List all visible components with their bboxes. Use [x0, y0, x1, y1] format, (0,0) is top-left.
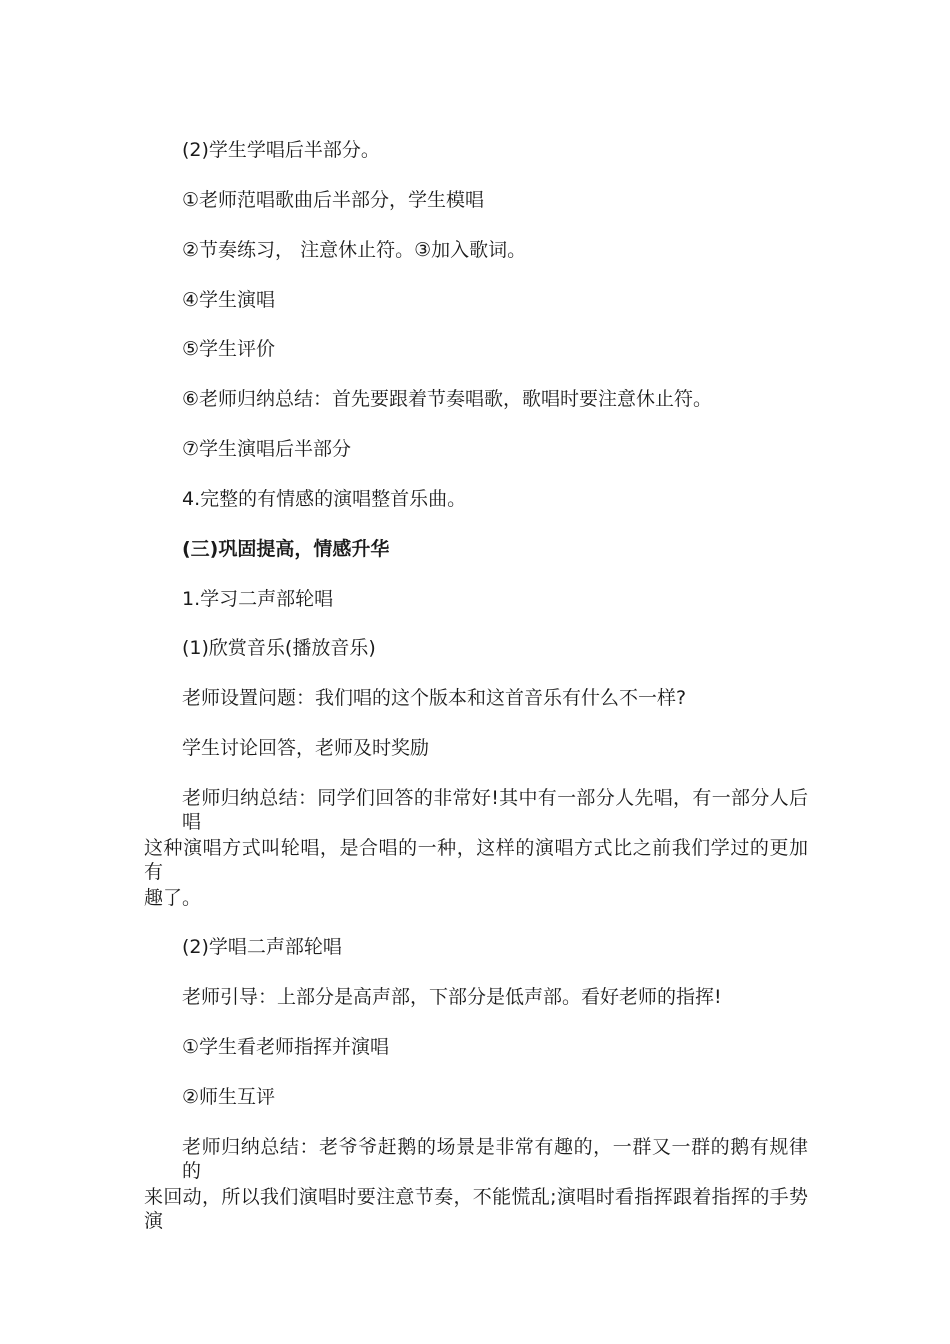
text-line-8: [0, 487, 950, 511]
text-line-3: [0, 238, 950, 262]
text-line-19-content: ①学生看老师指挥并演唱: [182, 1036, 390, 1058]
text-line-4-content: ④学生演唱: [182, 289, 276, 311]
text-line-2-content: ①老师范唱歌曲后半部分，学生模唱: [182, 189, 485, 211]
text-line-10: [0, 587, 950, 611]
text-line-12: [0, 686, 950, 710]
text-line-14-content: 老师归纳总结：同学们回答的非常好!其中有一部分人先唱，有一部分人后唱: [182, 787, 808, 833]
text-line-12-content: 老师设置问题：我们唱的这个版本和这首音乐有什么不一样?: [182, 687, 687, 709]
text-line-14: [0, 786, 950, 834]
text-line-6-content: ⑥老师归纳总结：首先要跟着节奏唱歌，歌唱时要注意休止符。: [182, 388, 713, 410]
text-line-7-content: ⑦学生演唱后半部分: [182, 438, 352, 460]
text-line-13: [0, 736, 950, 760]
text-line-11-content: (1)欣赏音乐(播放音乐): [182, 637, 376, 659]
section-heading-content: (三)巩固提高，情感升华: [182, 538, 390, 560]
text-line-16-content: 趣了。: [144, 887, 202, 909]
text-line-13-content: 学生讨论回答，老师及时奖励: [182, 737, 430, 759]
text-line-6: [0, 387, 950, 411]
text-line-21-content: 老师归纳总结：老爷爷赶鹅的场景是非常有趣的，一群又一群的鹅有规律的: [182, 1136, 808, 1182]
text-line-7: [0, 437, 950, 461]
text-line-10-content: 1.学习二声部轮唱: [182, 588, 334, 610]
text-line-21: [0, 1135, 950, 1183]
text-line-17: [0, 935, 950, 959]
text-line-15: [0, 836, 950, 884]
text-line-5: [0, 337, 950, 361]
text-line-22: [0, 1185, 950, 1233]
section-heading: [0, 537, 950, 561]
text-line-1-content: (2)学生学唱后半部分。: [182, 139, 380, 161]
text-line-3-content: ②节奏练习， 注意休止符。③加入歌词。: [182, 239, 527, 261]
text-line-18: [0, 985, 950, 1009]
text-line-5-content: ⑤学生评价: [182, 338, 276, 360]
text-line-19: [0, 1035, 950, 1059]
text-line-11: [0, 636, 950, 660]
text-line-2: [0, 188, 950, 212]
text-line-15-content: 这种演唱方式叫轮唱，是合唱的一种，这样的演唱方式比之前我们学过的更加有: [144, 837, 808, 883]
text-line-20-content: ②师生互评: [182, 1086, 276, 1108]
text-line-4: [0, 288, 950, 312]
text-line-17-content: (2)学唱二声部轮唱: [182, 936, 342, 958]
text-line-8-content: 4.完整的有情感的演唱整首乐曲。: [182, 488, 467, 510]
text-line-20: [0, 1085, 950, 1109]
text-line-16: [0, 886, 950, 910]
text-line-18-content: 老师引导：上部分是高声部，下部分是低声部。看好老师的指挥!: [182, 986, 722, 1008]
text-line-22-content: 来回动，所以我们演唱时要注意节奏，不能慌乱;演唱时看指挥跟着指挥的手势演: [144, 1186, 808, 1232]
text-line-1: [0, 138, 950, 162]
